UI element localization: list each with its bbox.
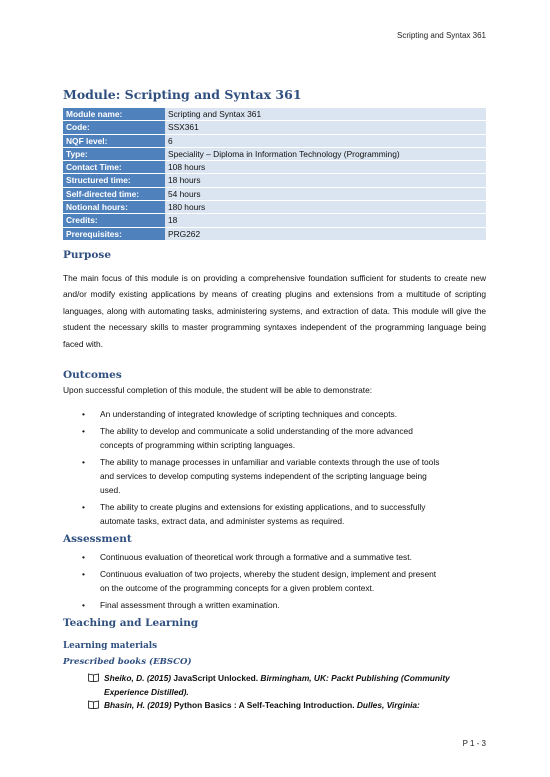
books-list — [88, 672, 488, 713]
table-row: Notional hours: 180 hours — [63, 201, 486, 214]
list-item: • An understanding of integrated knowledge of scripting techniques and concepts. — [82, 409, 398, 419]
page-number: P 1 - 3 — [462, 739, 486, 748]
table-row: Structured time: 18 hours — [63, 174, 486, 187]
list-item: Bhasin, H. (2019) Python Basics : A Self-Teaching Introduction. Dulles, Virginia: — [88, 699, 488, 713]
open-book-icon — [88, 673, 99, 682]
list-item: • Continuous evaluation of two projects, whereby the student design, implement and present on the outcome of the programming concepts for a given problem context. — [82, 569, 437, 593]
bullet-icon: • — [82, 426, 85, 436]
bullet-icon: • — [82, 502, 85, 512]
table-row: Type: Speciality – Diploma in Information Technology (Programming) — [63, 147, 486, 160]
module-info-table — [63, 108, 486, 241]
list-item: • The ability to create plugins and extensions for existing applications, and to successfully automate tasks, extract data, and administer systems as required. — [82, 502, 426, 526]
table-row: Contact Time: 108 hours — [63, 161, 486, 174]
list-item: • Continuous evaluation of theoretical work through a formative and a summative test. — [82, 552, 412, 562]
list-item: • Final assessment through a written examination. — [82, 600, 280, 610]
list-item: • The ability to develop and communicate a solid understanding of the more advanced concepts of programming within scripting languages. — [82, 426, 413, 450]
open-book-icon — [88, 700, 99, 709]
bullet-icon: • — [82, 457, 85, 467]
assessment-list — [63, 550, 486, 612]
bullet-icon: • — [82, 569, 85, 579]
table-row: NQF level: 6 — [63, 134, 486, 147]
bullet-icon: • — [82, 552, 85, 562]
teaching-heading: Teaching and Learning — [63, 617, 199, 629]
table-row: Code: SSX361 — [63, 121, 486, 134]
list-item: Sheiko, D. (2015) JavaScript Unlocked. Birmingham, UK: Packt Publishing (Community Experience Distilled). — [88, 672, 488, 699]
table-row: Self-directed time: 54 hours — [63, 187, 486, 200]
assessment-heading: Assessment — [63, 533, 132, 545]
purpose-paragraph: The main focus of this module is on providing a comprehensive foundation sufficient for students to create new and/or modify existing applications by means of creating plugins and extensions from a multitude of scripting languages, along with automating tasks, administering systems, and extraction of data. This module will give the student the necessary skills to master programming syntaxes independent of the programming language being faced with. — [63, 273, 487, 349]
module-title: Module: Scripting and Syntax 361 — [63, 87, 302, 102]
bullet-icon: • — [82, 409, 85, 419]
bullet-icon: • — [82, 600, 85, 610]
table-row: Prerequisites: PRG262 — [63, 227, 486, 240]
table-row: Credits: 18 — [63, 214, 486, 227]
purpose-heading: Purpose — [63, 249, 111, 261]
list-item: • The ability to manage processes in unfamiliar and variable contexts through the use of tools and services to develop computing systems independent of the scripting language being used. — [82, 457, 440, 495]
running-header: Scripting and Syntax 361 — [397, 31, 486, 40]
prescribed-books-heading: Prescribed books (EBSCO) — [63, 657, 192, 667]
outcomes-list — [63, 407, 486, 528]
outcomes-heading: Outcomes — [63, 369, 122, 381]
table-row: Module name: Scripting and Syntax 361 — [63, 108, 486, 121]
outcomes-lead: Upon successful completion of this module, the student will be able to demonstrate: — [63, 385, 373, 395]
learning-materials-heading: Learning materials — [63, 641, 158, 651]
